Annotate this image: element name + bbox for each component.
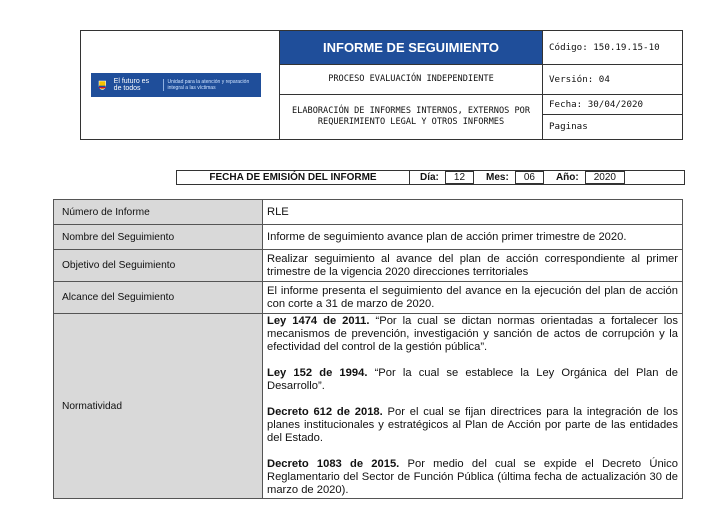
mes-label: Mes: [486, 172, 509, 183]
coat-of-arms-icon [97, 77, 108, 93]
normatividad-value [263, 314, 683, 499]
anio-value: 2020 [585, 171, 625, 184]
dia-label: Día: [420, 172, 439, 183]
objetivo-value: Realizar seguimiento al avance del plan de acción correspondiente al primer trimestre de la vigencia 2020 direcciones territoriales [263, 250, 683, 282]
norma-text: “Por la cual se establece la Ley Orgánica del Plan de Desarrollo”. [267, 367, 678, 392]
elaboracion: ELABORACIÓN DE INFORMES INTERNOS, EXTERNOS POR REQUERIMIENTO LEGAL Y OTROS INFORMES [280, 94, 543, 139]
norma-title: Ley 1474 de 2011. [267, 315, 370, 327]
alcance-value: El informe presenta el seguimiento del avance en la ejecución del plan de acción con corte a 31 de marzo de 2020. [263, 282, 683, 314]
dia-value: 12 [445, 171, 474, 184]
table-row [54, 200, 683, 225]
version: Versión: 04 [543, 65, 683, 95]
nombre-value: Informe de seguimiento avance plan de acción primer trimestre de 2020. [263, 225, 683, 250]
norma-item [267, 458, 678, 497]
norma-item [267, 315, 678, 354]
report-title: INFORME DE SEGUIMIENTO [280, 31, 543, 65]
codigo: Código: 150.19.15-10 [543, 31, 683, 65]
normatividad-label: Normatividad [54, 314, 263, 499]
norma-text: Por el cual se fijan directrices para la integración de los planes institucionales y estratégicos al Plan de Acción por parte de las entidades del Estado. [267, 406, 678, 444]
table-row [54, 225, 683, 250]
table-row [54, 250, 683, 282]
nombre-label: Nombre del Seguimiento [54, 225, 263, 250]
objetivo-label: Objetivo del Seguimiento [54, 250, 263, 282]
fecha-documento: Fecha: 30/04/2020 [543, 94, 683, 114]
document-header [80, 30, 683, 140]
paginas: Paginas [543, 114, 683, 139]
logo-cell [81, 31, 280, 140]
norma-title: Decreto 1083 de 2015. [267, 458, 400, 470]
logo-brand: El futuro es de todos [113, 78, 150, 92]
numero-value: RLE [263, 200, 683, 225]
anio-label: Año: [555, 172, 579, 183]
norma-title: Ley 152 de 1994. [267, 367, 368, 379]
report-details-table [53, 199, 683, 499]
norma-item [267, 406, 678, 445]
norma-text: “Por la cual se dictan normas orientadas a fortalecer los mecanismos de prevención, investigación y sanción de actos de corrupción y la efectividad del control de la gestión pública”. [267, 315, 678, 353]
table-row [54, 282, 683, 314]
proceso: PROCESO EVALUACIÓN INDEPENDIENTE [280, 65, 543, 95]
entity-logo [91, 73, 261, 97]
logo-subtitle: Unidad para la atención y reparación integral a las víctimas [163, 79, 256, 91]
norma-item [267, 367, 678, 393]
norma-title: Decreto 612 de 2018. [267, 406, 383, 418]
table-row [54, 314, 683, 499]
norma-text: Por medio del cual se expide el Decreto Único Reglamentario del Sector de Función Pública (última fecha de actualización 30 de marzo de 2020). [267, 458, 678, 496]
mes-value: 06 [515, 171, 544, 184]
fecha-emision-row [176, 170, 685, 185]
numero-label: Número de Informe [54, 200, 263, 225]
alcance-label: Alcance del Seguimiento [54, 282, 263, 314]
fecha-emision-label: FECHA DE EMISIÓN DEL INFORME [177, 171, 410, 184]
